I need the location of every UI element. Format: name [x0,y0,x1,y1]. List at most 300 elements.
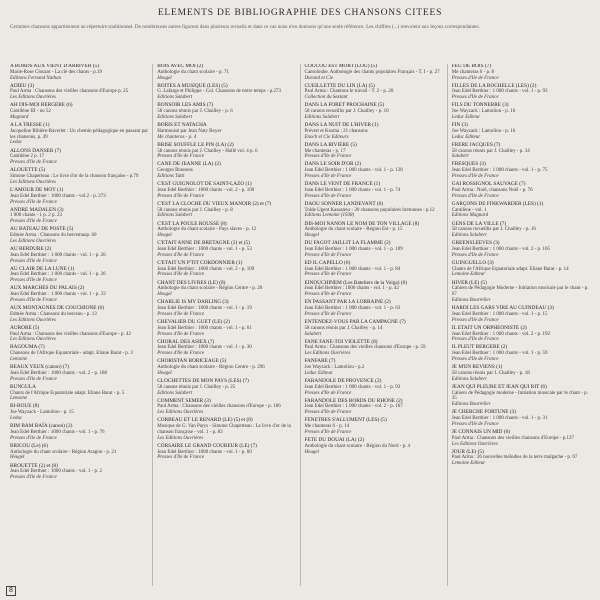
song-title: BI-BOUE (8) [10,403,39,410]
song-title: CANE DE JEANNE (LA) (2) [157,161,221,168]
publisher: Presses d'Ile de France [157,272,205,278]
publisher: Leduc Editeur [451,134,481,140]
bibliography-entry [452,103,590,120]
source-detail: Paul Arma : 26 nouvelles mélodies de la terre malgache - p. 67 [451,455,578,461]
song-title: BROUETTE (2) et (8) [10,462,58,469]
source-detail: Jean Edel Berthier : 1000 chants - vol.2 - p. 273 [10,193,106,199]
source-detail: Joe Wayzack : Lamoliou - p.2 [304,365,365,371]
bibliography-entry [10,103,148,120]
song-title: CHEVALIER DU GUET (LE) (2) [157,318,230,325]
publisher: Enoch et Cie Editeurs [304,134,349,140]
bibliography-entry [157,202,295,219]
page-title: ELEMENTS DE BIBLIOGRAPHIE DES CHANSONS CITEES [157,8,443,18]
source-detail: 58 canons réunis par J. Chailley - p. 8 [157,207,233,213]
source-detail: Paul Arma : Noël, chansons Noël - p. 76 [451,187,533,193]
publisher: Heugel [157,292,172,298]
source-detail: Jean Edel Berthier : 1 000 chants - vol. 1 - p. 128 [304,168,403,174]
publisher: Heugel [304,449,319,455]
song-title: C'EST LA POULE ROUSSE (8) [157,220,227,227]
source-detail: Tolde Ugent Kassateur - 20 chansons populaires bretonnes - p.12 [304,207,435,213]
song-title: GAI ROSSIGNOL SAUVAGE (7) [451,181,526,188]
publisher: Editions Salabert [157,390,193,396]
song-title: DANS LA NUIT DE L'HIVER (1) [304,122,379,129]
bibliography-entry [305,281,443,298]
publisher: Presses d'Ile de France [157,331,205,337]
source-detail: Cantoloube. Anthologie des chants populaires Français - T. I - p. 27 [304,69,440,75]
bibliography-entry [10,188,148,205]
song-title: DANS LA FORET PROCHAINE (5) [304,102,385,109]
source-detail: 58 canons réunis par J. Chailley - p. 34 [451,148,530,154]
song-title: CORBEAU ET LE RENARD (LE) (5) et (8) [157,417,253,424]
bibliography-entry [305,162,443,179]
source-detail: 1 000 chants - 1 p. 2 p. 23 [10,213,62,219]
source-detail: Paul Arma : Chansons des vieilles chansons d'Europe p. 25 [10,89,129,95]
publisher: Editions Salabert [451,233,487,239]
bibliography-entry [10,208,148,225]
publisher: Presses d'Ile de France [304,252,352,258]
song-title: ALOUETTE (5) [10,167,46,174]
publisher: Editions Tutti [157,174,185,180]
source-detail: Jean Edel Berthier : 1000 chants - vol. 2 - p. 109 [157,266,255,272]
song-title: FRERE JACQUES (7) [451,141,501,148]
bibliography-entry [10,64,148,81]
publisher: Presses d'Ile de France [304,390,352,396]
publisher: Les Editions Ouvrières [10,179,56,185]
publisher: Editions Salabert [157,213,193,219]
publisher: Editions Fernand Nathan [10,75,62,81]
bibliography-entry [10,326,148,343]
bibliography-entry [452,450,590,467]
publisher: Presses d'Ile de France [304,429,352,435]
source-detail: 58 canons recueillis par J. Chailley - p. 10 [304,109,389,115]
publisher: Leduc Editeur [304,370,333,376]
publisher: Presses d'Ile de France [451,357,499,363]
source-detail: Anthologie du chant scolaire - p. 71 [157,69,230,75]
bibliography-entry [157,222,295,239]
source-detail: Jean Edel Berthier : 1000 chants - vol. 1 - p. 2 [10,469,103,475]
publisher: Editions Salabert [157,95,193,101]
source-detail: Jean Edel Berthier : 1 000 chants - vol. 1 - p. 84 [304,266,401,272]
bibliography-entry [157,123,295,140]
bibliography-entry [10,286,148,303]
song-title: AUX MARCHES DU PALAIS (2) [10,285,85,292]
source-detail: Jacqueline Ribière-Raverlet : Un chemin pédagogique en passant par les chansons, p. 49 [10,128,149,140]
bibliography-entry [452,385,590,408]
song-title: HARDI LES GARS VIRE AU GUINDEAU (3) [451,305,554,312]
bibliography-entry [305,261,443,278]
song-title: BIM BAM BAÏA (canon) (2) [10,423,73,430]
publisher: Presses d'Ile de France [10,376,57,382]
song-title: CHORAL DES ASIEX (7) [157,338,215,345]
song-title: FETE DU DOUAI (LA) (2) [304,437,364,444]
bibliography-entry [305,103,443,120]
song-title: DU FAGOT JAILLIT LA FLAMME (2) [304,240,391,247]
bibliography-entry [452,84,590,101]
bibliography-entry [157,103,295,120]
source-detail: Paul Arma : Chansons des vieilles chansons d'Europe - p. 42 [10,331,132,337]
intro-paragraph: Certaines chansons appartiennent au répertoire traditionnel. De nombreuses autres figurent dans plusieurs recueils et dans ce cas nous n'en donnons qu'une seule référence. Les chiffres (...) renvoient aux leçons correspondantes. [10,24,480,30]
bibliography-entry [157,162,295,179]
bibliography-entry [452,365,590,382]
song-title: FARANDOLE DES BORDS DU RHONE (2) [304,397,403,404]
publisher: Lemoine Editeur [451,272,486,278]
bibliography-entry [452,162,590,179]
publisher: Lemoine Editeur [451,461,486,467]
song-title: FRESQUES (3) [451,161,486,168]
publisher: Presses d'Ile de France [10,278,57,284]
bibliography-entry [305,340,443,357]
publisher: Editions Lemoine (1938) [304,213,355,219]
bibliography-entry [452,241,590,258]
source-detail: Jean Edel Berthier : 1 000 chants - vol. 1 - p. 26 [10,252,106,258]
publisher: Les Editions Ouvrières [10,238,56,244]
bibliography-entry [10,227,148,244]
publisher: Presses d'Ile de France [10,258,57,264]
publisher: Presses d'Ile de France [157,351,205,357]
source-detail: Jean Edel Berthier : 1 000 chants - vol. 1 - p. 93 [304,384,401,390]
song-title: COMMENT SEMER (3) [157,397,211,404]
song-title: CUEILLETTE DU LIN (LA) (5) [304,82,375,89]
song-title: BOIS AVEC MOI (2) [157,64,204,69]
bibliography-entry [10,385,148,402]
publisher: Salabert [451,154,469,160]
song-title: FANFARE (7) [304,358,336,365]
bibliography-entry [10,247,148,264]
bibliography-entry [452,410,590,427]
source-detail: Anthologie du chant scolaire - Région Centre - p. 20 [157,286,263,292]
song-title: DAOU SONNER LANDEVANT (6) [304,200,384,207]
source-detail: Harmonisé par Jean Naty Boyer [157,128,222,134]
song-title: ENTENDEZ-VOUS PAR LA CAMPAGNE (7) [304,318,406,325]
bibliography-entry [10,365,148,382]
publisher: Les Editions Ouvrières [10,95,56,101]
bibliography-entry [10,306,148,323]
source-detail: Jean Edel Berthier : 1 000 chants - vol. 1 - p. 32 [10,292,106,298]
publisher: Presses d'Ile de France [10,475,57,481]
source-detail: Jean Edel Berthier : 1 000 chants - vol. 1 - p. 59 [451,351,548,357]
source-detail: Jean Edel Berthier : 1000 chants - vol. 1 - p. 42 [304,286,400,292]
bibliography-entry [305,182,443,199]
publisher: Salabert [304,331,322,337]
song-title: FANE FANE-TOI VIOLETTE (8) [304,338,378,345]
source-detail: 58 canons réunis par J. Chailley - p. 18 [451,370,530,376]
song-title: JE M'EN REVIENS (1) [451,364,503,371]
song-title: DANS LA RIVIERE (5) [304,141,357,148]
bibliography-entry [305,241,443,258]
publisher: Heugel [157,75,172,81]
bibliography-entry [157,340,295,357]
source-detail: Jean Edel Berthier : 1 000 chants - vol. 1 - p. 74 [304,187,401,193]
source-detail: Chants de l'Afrique Equatoriale adapt. Eliane Barat - p. 5 [10,390,125,396]
bibliography-entry [305,418,443,435]
source-detail: Anthologie du chant scolaire - Région Est - p. 15 [304,227,403,233]
publisher: Presses d'Ile de France [451,421,499,427]
song-title: DIS-MOI NANON LE NOM DE TON VILLAGE (8) [304,220,420,227]
bibliography-entry [157,300,295,317]
source-detail: Chants de l'Afrique Equatoriale adapt. Eliane Barat - p. 14 [451,266,569,272]
bibliography-entry [305,64,443,81]
song-title: A BORDS AUX VIENT D'ARRIVER (5) [10,64,99,69]
bibliography-entry [10,404,148,421]
publisher: Presses d'Ile de France [157,311,205,317]
bibliography-entry [305,320,443,337]
publisher: Presses d'Ile de France [304,410,352,416]
publisher: Presses d'Ile de France [157,193,205,199]
source-detail: Edmée Arma : Chansons du berceau - p. 13 [10,311,97,317]
publisher: Presses d'Ile de France [304,272,352,278]
song-title: JE CONNAIS UN MID (6) [451,428,511,435]
song-title: FIN (3) [451,122,468,129]
source-detail: Jean Edel Berthier : 1000 chants - vol. 1 - p. 61 [157,325,252,331]
bibliography-entry [305,379,443,396]
bibliography-entry [305,222,443,239]
publisher: Les Editions Ouvrières [451,441,498,447]
publisher: Les Editions Ouvrières [157,435,204,441]
song-title: FARANDOLE DE PROVENCE (2) [304,378,382,384]
source-detail: Jean Edel Berthier : 1000 chants - vol. 1 - p. 30 [157,345,252,351]
bibliography-entry [452,281,590,304]
source-detail: 58 canons réunis par J. Chailley - p. 14 [304,325,383,331]
song-title: ED IL CAPELLO (6) [304,259,351,266]
bibliography-entry [157,241,295,258]
song-title: C'EST LA CLOCHE DU VIEUX MANOIR (2) et (7) [157,200,272,207]
song-title: GUINGUELLO (3) [451,259,494,266]
song-title: GENS DE LA VILLE (7) [451,220,507,227]
song-title: ADIEU (3) [10,82,34,89]
bibliography-entry [157,444,295,461]
source-detail: Jean Edel Berthier : 1 000 chants - vol. 2 - p. 167 [304,404,403,410]
song-title: GARÇONS DE FINKWARDER (LES) (1) [451,200,544,207]
source-detail: Jean Edel Berthier : 1000 chants - vol. 2 - p. 100 [157,187,255,193]
bibliography-entry [305,300,443,317]
source-detail: Paul Arma : Chansons des vieilles chansons d'Europe - p. 186 [157,404,281,410]
bibliography-entry [157,261,295,278]
bibliography-entry [305,202,443,219]
song-title: ALLONS DANSER (7) [10,147,61,154]
source-detail: Jean Edel Berthier : 1 000 chants - vol. 1 - p. 63 [304,306,401,312]
bibliography-entry [157,143,295,160]
source-detail: Chansons de l'Afrique Equatoriale - adapt. Eliane Barat - p. 3 [10,351,133,357]
bibliography-entry [157,320,295,337]
source-detail: Me chanteras 6 - p. 8 [451,69,494,75]
bibliography-entry [10,267,148,284]
song-title: JEAN QUI PLEURE ET JEAN QUI RIT (6) [451,383,547,390]
bibliography-entry [157,64,295,81]
bibliography-entry [157,182,295,199]
publisher: Les Editions Ouvrières [10,337,56,343]
source-detail: Anthologie du chant scolaire - Région du Nord - p. 4 [304,443,411,449]
bibliography-entry [305,399,443,416]
source-detail: Paul Arma : Chantons le travail - T. 2 - p. 20 [304,89,394,95]
source-detail: Jean Edel Berthier : 1 000 chants - vol. 1 - p. 26 [10,272,106,278]
song-title: CHORISTAN BORICEAGE (5) [157,358,227,365]
bibliography-entry [10,444,148,461]
publisher: Leduc [10,416,23,422]
publisher: Collection du Sextant [304,95,348,101]
bibliography-entry [157,379,295,396]
source-detail: Jean Edel Berthier : 1000 chants - vol. 1 - p. 53 [157,246,252,252]
source-detail: Musique de G. Van Parys - Simone Chaperteau : Le livre d'or de la chanson française - vol. 1 - p. 83 [157,424,291,435]
bibliography-entry [452,326,590,343]
publisher: Presses d'Ile de France [10,297,57,303]
bibliography-entry [452,182,590,199]
song-title: IL ETAIT UN ORPHEONISTE (2) [451,324,527,331]
publisher: Editions Magnard [451,213,489,219]
publisher: Les Editions Ouvrières [304,351,351,357]
source-detail: 58 canons recueillis par J. Chailley - p. 16 [451,227,536,233]
publisher: Presses d'Ile de France [10,199,57,205]
song-title: ANDRE MADALEN (3) [10,206,64,213]
song-title: EN PASSANT PAR LA LORRAINE (2) [304,299,391,306]
song-title: AH DIS-MOI BERGERE (6) [10,102,73,109]
song-title: CORSAIRE LE GRAND COUREUR (LE) (7) [157,442,257,449]
source-detail: Joe Wayzack : Lamoliou - p. 16 [451,109,516,115]
source-detail: Me chanteras - p. 17 [304,148,346,154]
column-3 [300,64,447,586]
source-detail: 58 canons réunis par J. Chailley - p. 25 [157,384,236,390]
publisher: Presses d'Ile de France [451,95,499,101]
bibliography-entry [452,261,590,278]
column-4 [447,64,594,586]
bibliography-entry [10,149,148,166]
source-detail: Jean Edel Berthier : 1000 chants - vol. 1 - p. 76 [10,429,105,435]
publisher: Lemoine [10,396,28,402]
publisher: Presses d'Ile de France [451,174,499,180]
publisher: Leduc Editeur [451,114,481,120]
source-detail: Jean Edel Berthier : 1 000 chants - vol. 1 - p. 109 [304,246,403,252]
source-detail: Joe Wayzack : Lamoliou - p. 16 [451,128,516,134]
bibliography-entry [452,143,590,160]
source-detail: Simone Chaperteau : Le livre d'or de la chanson française - p.79 [10,174,139,180]
publisher: Presses d'Ile de France [451,75,499,81]
source-detail: Edmée Arma : Chansons du bercemaup. 60 [10,233,97,239]
publisher: Presses d'Ile de France [157,154,205,160]
publisher: Presses d'Ile de France [10,160,57,166]
source-detail: Cantilène 2 p. 17 [10,154,45,160]
source-detail: Jean Edel Berthier : 1 000 chants - vol. 1 - p. 93 [451,89,548,95]
bibliography-entry [10,123,148,146]
song-title: BAGOUMA (7) [10,344,45,351]
song-title: EINOUCHINEM (Les Bateliers de la Volga) (6) [304,279,407,286]
song-title: AU BATEAU DE POSTE (5) [10,226,74,233]
bibliography-entry [452,202,590,219]
publisher: Heugel [157,233,172,239]
bibliography-entry [10,464,148,481]
publisher: Presses d'Ile de France [157,455,205,461]
bibliography-entry [157,418,295,441]
song-title: AU CLAIR DE LA LUNE (1) [10,265,75,272]
source-detail: Jean Edel Berthier : 1000 chants - vol. 1 - p. 19 [157,306,252,312]
publisher: Presses d'Ile de France [157,252,205,258]
publisher: Magnard [10,114,29,120]
publisher: Presses d'Ile de France [304,311,352,317]
source-detail: Anthologie du chant scolaire - Pays slaves - p. 12 [157,227,257,233]
publisher: Presses d'Ile de France [451,337,499,343]
song-title: HIVER (LE) (5) [451,279,487,286]
bibliography-entry [305,84,443,101]
publisher: Les Editions Ouvrières [157,410,204,416]
source-detail: Jean Edel Berthier : 1 000 chants - vol. 1 - p. 15 [451,311,548,317]
song-title: COUCOU EST MORT (LOU) (5) [304,64,377,69]
song-title: FEU DE BOIS (7) [451,64,492,69]
song-title: CHARLIE IS MY DARLING (3) [157,299,229,306]
song-title: GREENSLEEVES (3) [451,240,500,247]
song-title: A LA TRESSE (1) [10,122,50,129]
bibliography-entry [452,123,590,140]
source-detail: Anthologie du chant scolaire - Région Centre - p. 296 [157,365,265,371]
source-detail: Anthologie du chant scolaire - Région Aragon - p. 21 [10,449,117,455]
source-detail: Me chanteras 6 - p. 14 [304,424,350,430]
song-title: FILS DU TONNERRE (3) [451,102,509,109]
bibliography-entry [157,281,295,298]
publisher: Presses d'Ile de France [304,174,352,180]
song-title: JE CHERCHE FORTUNE (3) [451,409,517,416]
publisher: Presses d'Ile de France [304,292,352,298]
source-detail: Marie-Rose Clouzot - La clé des chants - p.19 [10,69,103,75]
source-detail: Jean Edel Berthier : 1000 chants - vol. 2 - p. 188 [10,370,108,376]
source-detail: Jean Edel Berthier : 1 000 chants - vol. 2 - p. 165 [451,246,551,252]
column-2 [152,64,299,586]
bibliography-entry [10,345,148,362]
bibliography-entry [305,123,443,140]
song-title: C'ETAIT UN P'TIT CORDONNIER (1) [157,259,243,266]
song-title: BONSOIR LES AMIS (7) [157,102,214,109]
publisher: Lemoine [10,357,28,363]
page-number: 8 [6,586,16,596]
bibliography-columns [6,64,594,586]
source-detail: Paul Arma : Chansons des vieilles chansons d'Europe - p.127 [451,435,575,441]
bibliography-entry [157,84,295,101]
publisher: Presses d'Ile de France [304,154,352,160]
source-detail: Jean Edel Berthier : 1 000 chants - vol. 1 - p. 75 [451,168,548,174]
column-1 [6,64,152,586]
song-title: C'EST GUIGNOLOT DE SAINT-LAZO (1) [157,181,252,188]
source-detail: Georges Brassens [157,168,193,174]
bibliography-entry [305,143,443,160]
publisher: Presses d'Ile de France [10,435,57,441]
song-title: FENETRES S'ALLUMENT (LES) (5) [304,417,387,424]
bibliography-entry [157,359,295,376]
song-title: L'AMOUR DE MOY (1) [10,186,64,193]
source-detail: Cahiers de Pédagogie Moderne - Initiation musicale par le chant - p. 67 [451,286,589,298]
source-detail: Jean Edel Berthier : 1 000 chants - vol. 1 - p. 31 [451,416,548,422]
bibliography-entry [10,424,148,441]
song-title: IL PLEUT BERGERE (2) [451,344,508,351]
source-detail: 58 canons réunis par J. Chailley - p. 6 [157,109,233,115]
publisher: Presses d'Ile de France [451,252,499,258]
publisher: Durand et Cie [304,75,334,81]
song-title: DANS LE VENT DE FRANCE (1) [304,181,381,188]
song-title: DANS LE SOIR D'OR (2) [304,161,362,168]
publisher: Editions Salabert [304,114,340,120]
bibliography-entry [452,430,590,447]
song-title: C'ETAIT ANNE DE BRETAGNE (2) et (5) [157,240,250,247]
song-title: BUNGULA [10,383,36,390]
publisher: Presses d'Ile de France [304,193,352,199]
publisher: Me chanteras - p. 4 [157,134,197,140]
song-title: AURORE (5) [10,324,40,331]
source-detail: 58 canons réunis par J. Chailley - Hallé vol. 4 p. 6 [157,148,258,154]
song-title: CHANT DES LIVRES (LE) (8) [157,279,226,286]
bibliography-entry [10,168,148,185]
publisher: Heugel [304,233,319,239]
publisher: Les Editions Ouvrières [10,317,56,323]
source-detail: Jean Edel Berthier : 1000 chants - vol. 1 - p. 60 [157,449,252,455]
song-title: AU BERDURE (2) [10,245,52,252]
song-title: FILLES DE LA ROCHELLE (LES) (2) [451,82,537,89]
song-title: BORIS ET NATACHA [157,122,207,129]
bibliography-entry [452,345,590,362]
